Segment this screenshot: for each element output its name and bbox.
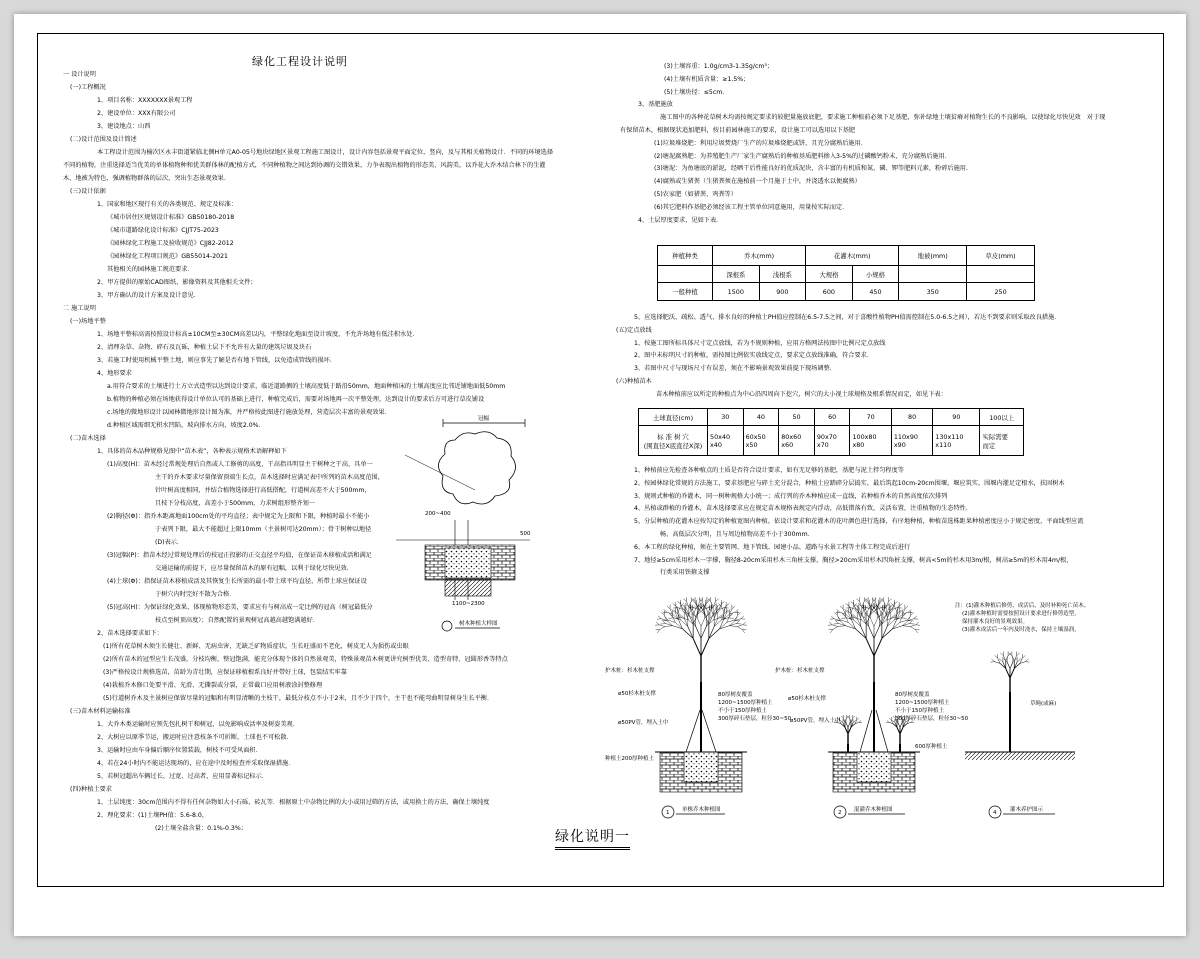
table-cell: 50	[779, 409, 815, 426]
note-line: 《城市道路绿化设计标准》CJJT75-2023	[107, 227, 219, 234]
table-header: 乔木(mm)	[713, 246, 806, 266]
pit-depth: x70	[816, 440, 829, 449]
note-line: (D)表示．	[155, 539, 184, 546]
tree-elevation	[828, 597, 920, 752]
tree-pit-detail	[396, 414, 531, 631]
note-line: (3)冠幅(P)：指苗木经过常规处理后的枝冠正投影的正交直径平均值，在保证苗木移植成活和满足	[107, 552, 372, 559]
detail-number: 4	[993, 810, 997, 816]
note-line: 4、若在24小时内不能运达现场的，应在途中及时检查并采取保湿措施．	[97, 760, 295, 767]
pit-depth: x40	[710, 440, 722, 449]
dimension-label: 500	[520, 531, 531, 537]
note-line: 行类采用铁箍支撑	[660, 569, 710, 577]
table-row-label: 一般种植	[658, 283, 713, 301]
table-cell: 100以上	[980, 409, 1024, 426]
note-line: (五)定点放线	[616, 326, 652, 334]
note-line: 且枝下分枝高度，高差小于500mm，力求树组形整齐划一	[155, 500, 315, 507]
detail-number: 1	[666, 810, 670, 816]
note-line: (2)灌木种植时需要按照设计要求进行修剪造型，	[962, 611, 1080, 617]
callout-label: ø50PV管，埋入土中	[790, 718, 841, 724]
note-line: 不同的植物，注重选择适当优美的单体植物种和优美群体林的配植方式，不同种植物之间达到协调的交错效果，力争表现出植物的形态美、风韵美，以乔花大乔木结合林下的生灌	[63, 162, 546, 169]
detail-caption: 混灌乔木种植图	[854, 807, 893, 813]
pit-size: 80x60	[781, 432, 802, 441]
table-cell: 900	[759, 283, 806, 301]
mixed-tree-planting-detail	[775, 597, 969, 818]
pit-size: 60x50	[745, 432, 766, 441]
callout-label: 种植土200厚种植土	[605, 756, 654, 762]
note-line: 一 设计说明	[63, 71, 96, 78]
note-line: 本工程设计范围为榆次区永丰街道紧临北侧H单元A0-05号地块绿地区景观工程施工图设计，设计内容包括景观平面定位，竖向，及与其相关植物设计．不同的环境选择	[97, 149, 554, 156]
pit-depth: x90	[893, 440, 906, 449]
pit-size: 100x80	[852, 432, 877, 441]
tree-elevation	[990, 651, 1029, 752]
table-cell: 350	[899, 283, 967, 301]
detail-caption: 单株乔木种植图	[682, 807, 721, 813]
note-line: 6、本工程的绿化种植，须在主要管网、地下管线、园建小品、道路与水景工程等主体工程完成后进行	[634, 543, 911, 551]
note-line: (2)所有苗木的冠型应生长茂盛，分枝均衡，整冠饱满，能充分体现个体的自然景观美，特殊景观苗木树更讲究树型优美、造型奇特、冠圆形香等特点	[103, 656, 508, 663]
note-line: 《城市居住区规划设计标准》GB50180-2018	[107, 214, 235, 221]
note-line: 3、若施工时使用机械平整土地，则应事先了解是否有地下管线，以免造成管线的损坏．	[97, 357, 337, 364]
note-line: 1、土层纯度：30cm范围内不得有任何杂物如大小石砾、砖瓦等．根据原土中杂物比例的大小或用过筛的方法，或用换土的方法，确保土壤纯度	[97, 799, 490, 806]
table-header: 地被(mm)	[899, 246, 967, 266]
note-line: (六)种植苗木	[616, 377, 652, 385]
table-subheader: 小规格	[852, 266, 899, 283]
callout-label: ø50PV管，埋入土中	[618, 720, 669, 726]
page-title: 绿化工程设计说明	[252, 55, 348, 68]
note-line: (1)所有花草树木须生长健壮、新鲜、无病虫害，无缺乏矿物质症状，生长旺盛而不老化，树皮无人为损伤或虫眼	[103, 643, 409, 650]
note-line: 7、地径≥5cm采用杉木一字撑，胸径8-20cm采用杉木三角桩支撑，胸径>20cm采用杉木四角桩支撑，树高<5m的杉木用3m/根，树高≥5m的杉木用4m/根，	[634, 556, 1073, 564]
pit-size: 50x40	[710, 432, 731, 441]
note-line: (1)垃圾堆烧肥：利用垃圾焚烧厂生产的垃圾堆烧肥或饼，且充分腐熟后施用．	[654, 139, 867, 147]
table-header: 草皮(mm)	[967, 246, 1035, 266]
note-line: 2、理化要求：(1)土壤PH值：5.6-8.0，	[97, 812, 209, 819]
note-line: 4、地形要求	[97, 370, 132, 377]
note-line: 木、地被为特色，强调植物群落的层次，突出生态景观效果．	[63, 175, 231, 182]
note-line: (3)土壤容重：1.0g/cm3-1.35g/cm³；	[664, 63, 774, 70]
callout-label: 不小于150厚种植土	[895, 708, 944, 714]
crown-plan-outline	[438, 432, 515, 504]
callout-label: 护木桩：杉木桩支撑	[775, 668, 825, 674]
note-line: 于表列下限，最大不能超过上限10mm（主景树可达20mm）；骨干树种以地径	[155, 526, 372, 533]
note-line: 3、甲方确认的设计方案及设计意见．	[97, 292, 200, 299]
note-line: a.用符合要求的土壤进行土方立式造型以达到设计要求，临近道路侧的土壤高度低于路沿50mm，地面种植床的土壤高度应比邻近铺地面低50mm	[107, 383, 506, 390]
table-cell: 60	[814, 409, 850, 426]
detail-number: 2	[838, 810, 842, 816]
note-line: 4、丛植或群植的乔灌木，苗木选择要求应在规定苗木规格表规定内浮动，高低错落有致，灵活布置，注重植物的生态特性．	[634, 505, 973, 513]
note-line: 2、大树应以原季节运，搬运时应注意枝条不可折断，土球也不可松散．	[97, 734, 293, 741]
note-line: 注：(1)灌木种植后修剪，成活后，及时补种死亡苗木。	[955, 603, 1090, 609]
note-line: 《园林绿化工程项目规范》GB55014-2021	[107, 253, 228, 260]
tree-elevation	[655, 597, 747, 752]
note-line: 5、若树冠超出车辆过长、过宽、过高者，应用显著标记标示．	[97, 773, 268, 780]
note-line: (3)塘泥：为鱼塘底的淤泥，经晒干后性能良好的优质泥块，含丰富的有机质和氮、磷、钾等肥料元素，粉碎后施用．	[654, 165, 973, 173]
callout-label: 600厚种植土	[915, 744, 948, 750]
note-line: (4)土球(Φ)：指保证苗木移植成活及其恢复生长所需的最小带土球平均直径，所带土球应保证设	[107, 578, 367, 585]
table-cell: 1500	[713, 283, 760, 301]
pit-depth: x60	[781, 440, 794, 449]
detail-caption: 灌木养护图示	[1010, 807, 1044, 813]
note-line: (2)土壤全盐含量：0.1%-0.3%；	[155, 825, 247, 832]
callout-label: 草绳(或麻)	[1030, 701, 1057, 707]
note-line: 有保留苗木，根据现状追加肥料，按目前园林施工的要求，设计施工可以选用以下基肥	[620, 126, 856, 134]
table-subheader: 大规格	[806, 266, 853, 283]
note-line: b.植物的种植必须在场地获得设计单位认可的基础上进行，种植完成后，需要对场地再一次平整处理，达到设计的要求后方可进行草皮铺设	[107, 396, 485, 403]
table-header: 种植种类	[658, 246, 713, 266]
note-line: 3、建设地点：山西	[97, 123, 151, 130]
note-line: (三)设计依据	[70, 188, 106, 195]
note-line: 3、若图中尺寸与现场尺寸有误差，须在不影响景观效果前提下现场调整．	[634, 365, 836, 373]
note-line: (三)苗木材料运输标准	[70, 708, 131, 715]
note-line: 二 施工说明	[63, 305, 96, 312]
table-header: 土球直径(cm)	[639, 409, 708, 426]
table-cell: 600	[806, 283, 853, 301]
note-line: 1、大乔木类运输时应预先包扎树干和树冠，以免影响成活率及树姿美观．	[97, 721, 299, 728]
note-line: (2)塘泥腐熟肥：为养殖肥生产厂家生产腐熟后的种植基质肥料掺入3-5%的过磷酸钙粉末，充分腐熟后施用．	[654, 152, 951, 160]
callout-label: ø50杉木桩支撑	[788, 696, 826, 702]
note-line: (6)其它肥料作基肥必须经该工程主管单位同意施用，用量按实际而定．	[654, 203, 849, 211]
single-tree-planting-detail	[605, 597, 792, 818]
sheet-title: 绿化说明一	[555, 826, 630, 850]
table-subheader: 深根系	[713, 266, 760, 283]
table-cell: 250	[967, 283, 1035, 301]
callout-label: ø50杉木桩支撑	[618, 691, 656, 697]
table-cell: 90	[933, 409, 980, 426]
note-line: 《园林绿化工程施工及验收规范》CJJ82-2012	[107, 240, 234, 247]
detail-number-circle	[442, 621, 452, 631]
note-line: 2、按园林绿化常规的方法施工，要求基肥应与碎土充分混合，种植土应踏碎分层捣实，最后筑起10cm-20cm围堰，堰应筑实，围堰内灌足定根水，扶固树木	[634, 479, 1065, 487]
note-line: 3、基肥施放	[638, 101, 673, 109]
pit-size: 130x110	[935, 432, 964, 441]
pit-label: 标 准 树 穴	[657, 432, 689, 441]
callout-label: 护木桩：杉木桩支撑	[605, 668, 655, 674]
note-line: (4)土壤有机质含量：≥1.5%；	[664, 75, 750, 83]
note-line: 5、分层种植的花灌木应按勾定的种植宽图内种植，依设计要求和花灌木的花叶颜色进行选择，有序地种植，种植苗选株距果种植密度应小于规定密度，平面线型应流	[634, 518, 1084, 526]
note-line: 1、按施工图所标具体尺寸定点放线，若为不规则种植，应用方格网法按图中比例尺定点放线	[634, 339, 886, 347]
pit-size: 实际需要	[982, 432, 1009, 441]
root-ball	[445, 548, 491, 578]
table-cell: 80	[891, 409, 932, 426]
note-line: 施工图中的各种花草树木均需按规定要求的较肥量施放底肥，要求施工种植前必须下足基肥，弥补绿地土壤贫瘠对植物生长的不良影响，以使绿化尽快见效 对于现	[660, 114, 1106, 122]
callout-label: 1200~1500厚种植土	[895, 700, 950, 706]
pit-size: 110x90	[893, 432, 918, 441]
shrub-maintenance-detail	[955, 601, 1089, 818]
note-line: (二)苗木选择	[70, 435, 106, 442]
note-line: (一)场地平整	[70, 318, 106, 325]
note-line: 4、土层厚度要求，见如下表．	[638, 216, 723, 224]
note-line: (2)胸径(Φ)：指乔木距离地面100cm处的平均直径；表中规定为上限和下限，种植时最小不能小	[107, 513, 370, 520]
table-cell: 40	[743, 409, 779, 426]
note-line: 2、建设单位：XXX有限公司	[97, 110, 176, 117]
note-line: (二)设计范围及设计简述	[70, 136, 137, 143]
note-line: 1、项目名称：XXXXXXX景观工程	[97, 97, 193, 104]
note-line: (5)农家肥（如猪粪、鸡粪等）	[654, 190, 738, 198]
note-line: 保持灌木良好的景观效果。	[962, 619, 1029, 625]
pit-size: 90x70	[816, 432, 837, 441]
note-line: 于树穴内时完好不散为合格．	[155, 591, 236, 598]
pit-depth: x80	[852, 440, 865, 449]
detail-caption: 树木种植大样图	[459, 621, 498, 627]
pit-depth: x110	[935, 440, 952, 449]
pit-label-sub: (围直径X底直径X深)	[643, 441, 703, 450]
note-line: 主干的乔木要求尽量保留顶端生长点，苗木选择时应满足表中所列的苗木高度范围，	[155, 474, 384, 481]
callout-label: 300厚碎石垫层，粒径30~50	[895, 716, 969, 722]
note-line: 2、清理杂草、杂物、碎石及瓦砾，种植土层下不允许有大量的建筑垃圾及块石	[97, 344, 312, 351]
note-line: 畅，高低层次分明，且与周边植物高差不小于300mm．	[660, 530, 814, 538]
callout-label: 不小于150厚种植土	[718, 708, 767, 714]
note-line: 3、运输时应由车身偏后顺序位置装载，树枝不可受风面积．	[97, 747, 262, 754]
note-line: (3)严格按设计规格选苗，苗龄为青壮期，应保证移植根系良好并带好土球，包装结实牢靠	[103, 669, 347, 676]
note-line: (5)土壤块径：≤5cm．	[664, 88, 729, 96]
note-line: 5、应选择肥沃、疏松、透气、排水良好的种植土PH值应控制在6.5-7.5之间，对于喜酸性植物PH值需控制在5.0-6.5之间），若达不到要求则采取改良措施．	[634, 314, 1061, 321]
callout-label: 300厚碎石垫层，粒径30~50	[718, 716, 792, 722]
table-cell: 70	[850, 409, 891, 426]
note-line: 1、种植前应先检查各种植点的土质是否符合设计要求，如有无足够的基肥，基肥与泥土拌匀程度等	[634, 467, 904, 474]
note-line: 1、具体的苗木品种规格见图中“苗木表”，各种表示规格术语解释如下	[97, 448, 287, 455]
note-line: 2、甲方提供的原始CAD图纸、影像资料及其他相关文件；	[97, 279, 257, 286]
note-line: (5)冠高(H)：为保证绿化效果，体现植物形态美，要求应有与树高成一定比例的冠高（树冠最低分	[107, 604, 373, 611]
callout-label: 1200~1500厚种植土	[718, 700, 773, 706]
note-line: 其他相关的园林施工规范要求．	[107, 266, 194, 273]
note-line: d.种植区域需细无积水凹陷，坡向排水方向，坡度2.0%．	[107, 422, 265, 429]
table-subheader: 浅根系	[759, 266, 806, 283]
note-line: c.场地的微地形设计以园林微地形设计图为准，并严格按此图进行施放处理，营造层次丰富的景观效果．	[107, 409, 391, 416]
table-cell: 450	[852, 283, 899, 301]
note-line: 2、图中未标明尺寸的种植，需按图比例依实放线定点，要求定点放线准确，符合要求．	[634, 352, 874, 360]
note-line: 苗木种植前应以所定的种植点为中心沿四周向下挖穴，树穴的大小视土球规格及根系情况而定，如见下表：	[656, 390, 947, 398]
note-line: 交通运输的前提下，应尽量保留苗木的原有冠幅，以利于绿化尽快见效．	[155, 565, 353, 572]
note-line: (3)灌木成活后一年内及时浇水，保持土壤湿润，	[962, 627, 1080, 633]
pit-depth: 而定	[982, 441, 996, 450]
note-line: (5)行道树乔木及主景树应保留尽量的冠幅和有明显清晰的主枝干，最低分枝点不小于2米，且不少于四个，主干也不能弯曲明显树身生长平衡．	[103, 695, 494, 702]
note-line: 枝点至树顶高度）；自然配置的景观树冠高越高越饱满越好．	[155, 617, 319, 624]
callout-label: 80厚树皮覆盖	[718, 692, 753, 698]
dimension-label: 200~400	[425, 511, 451, 517]
note-line: 1、场地平整标高需按照设计标高±10CM至±30CM高差以内，平整绿化地面至设计坡度，不允许场地有低洼积水处．	[97, 331, 419, 338]
table-cell: 30	[708, 409, 744, 426]
note-line: (4)栽植乔木修口处要平滑、光滑、无撕裂或分裂，正常截口应用树液涂封整修理	[103, 682, 323, 689]
note-line: 1、国家和地区现行有关的各类规范、规定及标准：	[97, 201, 238, 208]
callout-label: 80厚树皮覆盖	[895, 692, 930, 698]
note-line: (四)种植土要求	[70, 786, 112, 793]
note-line: (一)工程概况	[70, 84, 106, 91]
dimension-label: 1100~2300	[452, 601, 485, 607]
note-line: (1)高度(H)：苗木经过常规处理后自然或人工修剪的高度，干高指具明显主干树种之干高，具单一	[107, 461, 373, 468]
note-line: (4)腐熟或生猪粪（生猪粪须在施植前一个月施于土中，并浇透水以便腐熟）	[654, 178, 861, 186]
pit-depth: x50	[745, 440, 758, 449]
crown-dimension-label: 冠幅	[478, 416, 490, 422]
note-line: 3、规则式种植的乔灌木，同一树种规格大小统一；成行列的乔木种植应成一直线，若种植乔木的自然高度依次排列	[634, 492, 948, 500]
table-header: 花灌木(mm)	[806, 246, 899, 266]
note-line: 针叶树高度相同，并结合植物选择进行高低搭配，行道树高差不大于500mm，	[155, 487, 371, 494]
note-line: 2、苗木选择要求如下：	[97, 630, 163, 637]
